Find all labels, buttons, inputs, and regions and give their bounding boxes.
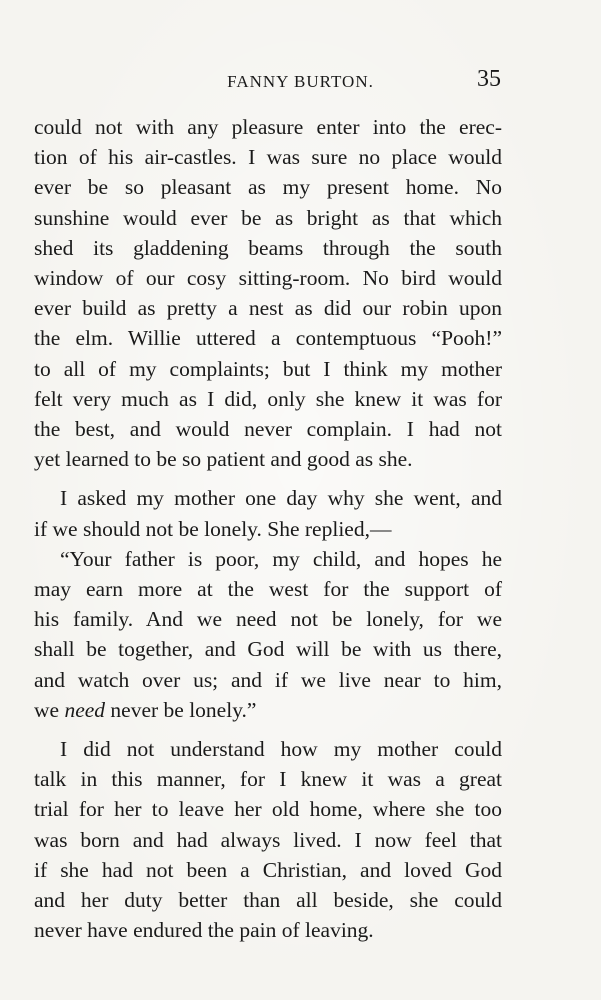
page-header	[0, 66, 601, 96]
text-line: sunshine would ever be as bright as that which	[34, 205, 502, 230]
text-line: his family. And we need not be lonely, for we	[34, 607, 502, 632]
text-line	[34, 695, 502, 725]
page-number: 35	[477, 66, 501, 92]
text-line: shall be together, and God will be with us there,	[34, 637, 502, 662]
emphasized-word: need	[64, 697, 106, 722]
text-line: if she had not been a Christian, and loved God	[34, 857, 502, 882]
text-line: to all of my complaints; but I think my mother	[34, 356, 502, 381]
text-line: ever build as pretty a nest as did our robin upon	[34, 296, 502, 321]
text-line: “Your father is poor, my child, and hopes he	[60, 546, 502, 571]
text-fragment: never be lonely.”	[105, 697, 257, 722]
text-line: I asked my mother one day why she went, and	[60, 486, 502, 511]
running-title: FANNY BURTON.	[227, 72, 374, 91]
body-text	[34, 112, 502, 945]
text-line: may earn more at the west for the support of	[34, 577, 502, 602]
text-line: trial for her to leave her old home, where she too	[34, 797, 502, 822]
text-line: if we should not be lonely. She replied,—	[34, 516, 392, 541]
paragraph-1	[34, 112, 502, 474]
text-line: window of our cosy sitting-room. No bird would	[34, 266, 502, 291]
text-line: the best, and would never complain. I had not	[34, 417, 502, 442]
text-line: the elm. Willie uttered a contemptuous “Pooh!”	[34, 326, 502, 351]
text-line: ever be so pleasant as my present home. No	[34, 175, 502, 200]
text-line: could not with any pleasure enter into the erec-	[34, 115, 502, 139]
text-line: never have endured the pain of leaving.	[34, 918, 374, 943]
text-line: yet learned to be so patient and good as she.	[34, 447, 413, 472]
text-line: shed its gladdening beams through the south	[34, 235, 502, 260]
paragraph-3	[34, 734, 502, 945]
text-line: I did not understand how my mother could	[60, 737, 502, 762]
text-fragment: we	[34, 697, 65, 722]
text-line: tion of his air-castles. I was sure no place would	[34, 145, 502, 170]
text-line: talk in this manner, for I knew it was a great	[34, 767, 502, 792]
text-line: felt very much as I did, only she knew it was for	[34, 386, 502, 411]
text-line: and watch over us; and if we live near to him,	[34, 667, 502, 692]
text-line: and her duty better than all beside, she could	[34, 888, 502, 913]
paragraph-2	[34, 483, 502, 725]
text-line: was born and had always lived. I now feel that	[34, 827, 502, 852]
